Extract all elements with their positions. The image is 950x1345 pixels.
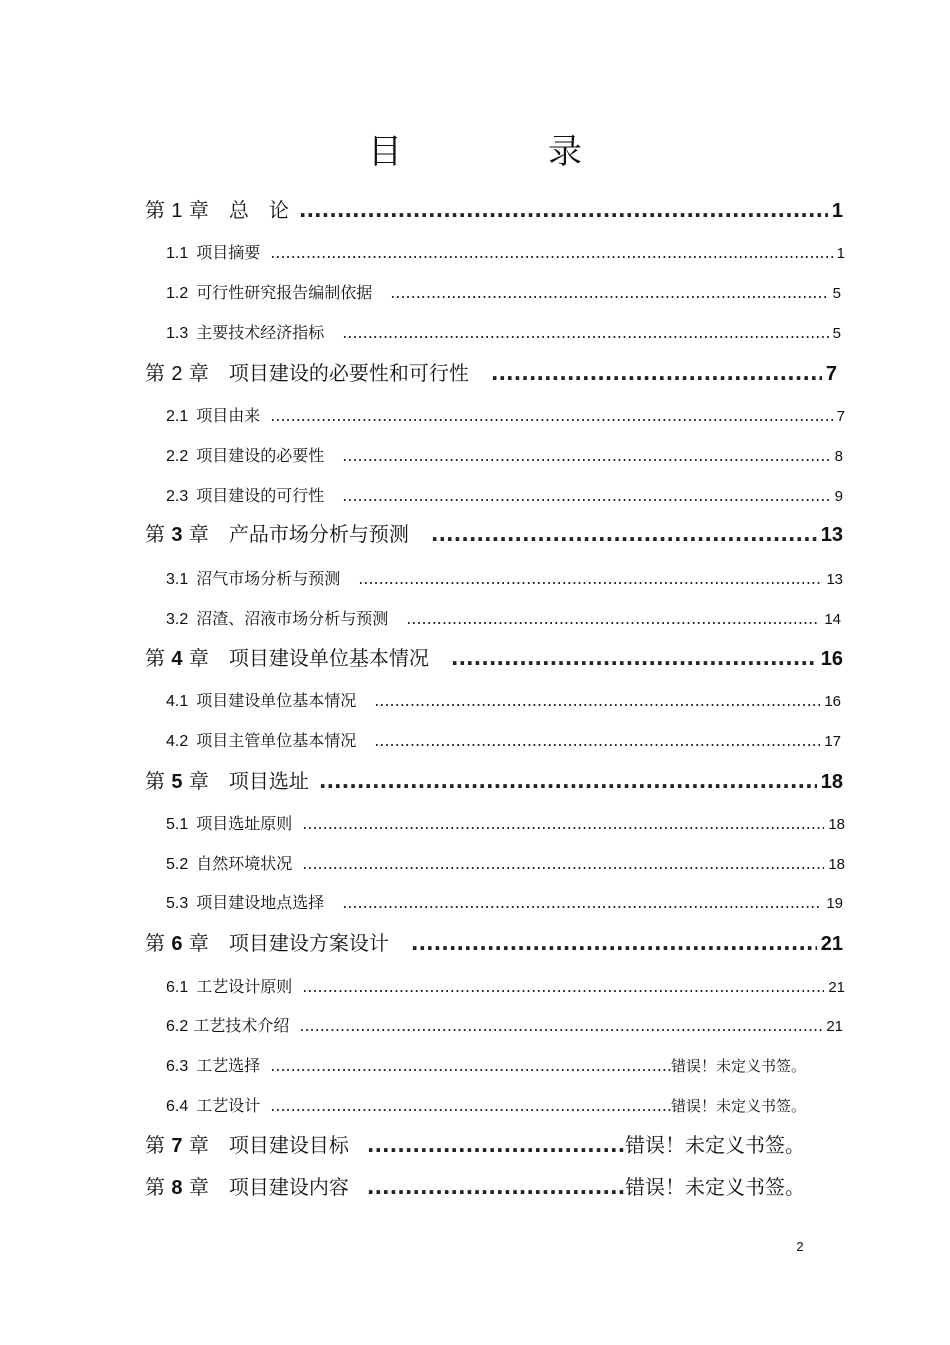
dot-leader xyxy=(270,243,832,262)
toc-page-number: 16 xyxy=(824,693,841,710)
toc-section-6-4[interactable]: 6.4 工艺设计 ..... 错误！未定义书签。 xyxy=(166,1093,806,1116)
toc-page-number: 13 xyxy=(826,571,843,588)
dot-leader xyxy=(319,769,817,793)
dot-leader xyxy=(491,361,822,385)
dot-leader xyxy=(302,977,824,996)
toc-error-text: 错误！未定义书签。 xyxy=(625,1177,805,1199)
toc-error-text: 错误！未定义书签。 xyxy=(625,1135,805,1157)
toc-section-2-1[interactable]: 2.1 项目由来 ..... 7 xyxy=(166,403,845,426)
toc-page-number: 7 xyxy=(825,363,837,385)
toc-page-number: 5 xyxy=(832,285,841,302)
toc-page-number: 14 xyxy=(824,611,841,628)
toc-page-number: 13 xyxy=(820,524,843,546)
dot-leader xyxy=(374,691,820,710)
toc-chapter-2[interactable]: 第 2 章 项目建设的必要性和可行性 ..... 7 xyxy=(145,357,837,386)
dot-leader xyxy=(299,1016,822,1035)
toc-section-2-2[interactable]: 2.2 项目建设的必要性 ..... 8 xyxy=(166,443,845,466)
toc-chapter-label: 第 1 章 总 论 xyxy=(145,198,289,222)
dot-leader xyxy=(342,893,822,912)
toc-page-number: 18 xyxy=(828,816,845,833)
dot-leader xyxy=(270,1056,671,1075)
dot-leader xyxy=(342,446,830,465)
dot-leader xyxy=(302,854,824,873)
page-number: 2 xyxy=(796,1239,804,1254)
toc-section-5-2[interactable]: 5.2 自然环境状况 ..... 18 xyxy=(166,851,845,874)
dot-leader xyxy=(367,1175,625,1199)
toc-chapter-1[interactable] xyxy=(145,194,843,223)
toc-page-number: 7 xyxy=(836,408,845,425)
toc-section-3-1[interactable]: 3.1 沼气市场分析与预测 ..... 13 xyxy=(166,566,845,589)
dot-leader xyxy=(390,283,828,302)
toc-page-number: 21 xyxy=(828,979,845,996)
toc-section-3-2[interactable]: 3.2 沼渣、沼液市场分析与预测 ..... 14 xyxy=(166,606,845,629)
toc-chapter-4[interactable]: 第 4 章 项目建设单位基本情况 ..... 16 xyxy=(145,642,843,671)
toc-section-4-2[interactable]: 4.2 项目主管单位基本情况 ..... 17 xyxy=(166,728,845,751)
dot-leader xyxy=(358,569,822,588)
dot-leader xyxy=(406,609,820,628)
dot-leader xyxy=(374,731,820,750)
toc-section-1-3[interactable]: 1.3 主要技术经济指标 ..... 5 xyxy=(166,320,845,343)
toc-title: 目 录 xyxy=(368,132,638,172)
dot-leader xyxy=(431,522,817,546)
toc-section-5-3[interactable]: 5.3 项目建设地点选择 ..... 19 xyxy=(166,890,845,913)
toc-page-number: 1 xyxy=(831,200,843,222)
toc-chapter-7[interactable]: 第 7 章 项目建设目标 ..... 错误！未定义书签。 xyxy=(145,1129,805,1158)
toc-page-number: 9 xyxy=(834,488,843,505)
toc-chapter-3[interactable]: 第 3 章 产品市场分析与预测 ..... 13 xyxy=(145,518,843,547)
toc-page-number: 21 xyxy=(826,1018,843,1035)
dot-leader xyxy=(299,198,828,222)
dot-leader xyxy=(270,406,832,425)
dot-leader xyxy=(411,931,817,955)
toc-page-number: 18 xyxy=(828,856,845,873)
toc-section-4-1[interactable]: 4.1 项目建设单位基本情况 ..... 16 xyxy=(166,688,845,711)
toc-error-text: 错误！未定义书签。 xyxy=(670,1058,806,1075)
toc-page-number: 1 xyxy=(836,245,845,262)
toc-page-number: 17 xyxy=(824,733,841,750)
dot-leader xyxy=(270,1096,671,1115)
toc-section-6-3[interactable]: 6.3 工艺选择 ..... 错误！未定义书签。 xyxy=(166,1053,806,1076)
toc-page-number: 21 xyxy=(820,933,843,955)
dot-leader xyxy=(342,323,828,342)
toc-page-number: 18 xyxy=(820,771,843,793)
toc-page-number: 5 xyxy=(832,325,841,342)
toc-error-text: 错误！未定义书签。 xyxy=(670,1098,806,1115)
toc-page-number: 19 xyxy=(826,895,843,912)
toc-chapter-8[interactable]: 第 8 章 项目建设内容 ..... 错误！未定义书签。 xyxy=(145,1171,805,1200)
toc-section-2-3[interactable]: 2.3 项目建设的可行性 ..... 9 xyxy=(166,483,845,506)
toc-chapter-5[interactable]: 第 5 章 项目选址 ..... 18 xyxy=(145,765,843,794)
toc-section-6-1[interactable]: 6.1 工艺设计原则 ..... 21 xyxy=(166,974,845,997)
toc-chapter-6[interactable]: 第 6 章 项目建设方案设计 ..... 21 xyxy=(145,927,843,956)
toc-page-number: 16 xyxy=(820,648,843,670)
toc-section-6-2[interactable]: 6.2 工艺技术介绍 ..... 21 xyxy=(166,1013,845,1036)
toc-section-1-1[interactable]: 1.1 项目摘要 ..... 1 xyxy=(166,240,845,263)
dot-leader xyxy=(451,646,817,670)
toc-section-1-2[interactable]: 1.2 可行性研究报告编制依据 ..... 5 xyxy=(166,280,845,303)
dot-leader xyxy=(302,814,824,833)
dot-leader xyxy=(367,1133,625,1157)
dot-leader xyxy=(342,486,830,505)
toc-page-number: 8 xyxy=(834,448,843,465)
toc-section-5-1[interactable]: 5.1 项目选址原则 ..... 18 xyxy=(166,811,845,834)
